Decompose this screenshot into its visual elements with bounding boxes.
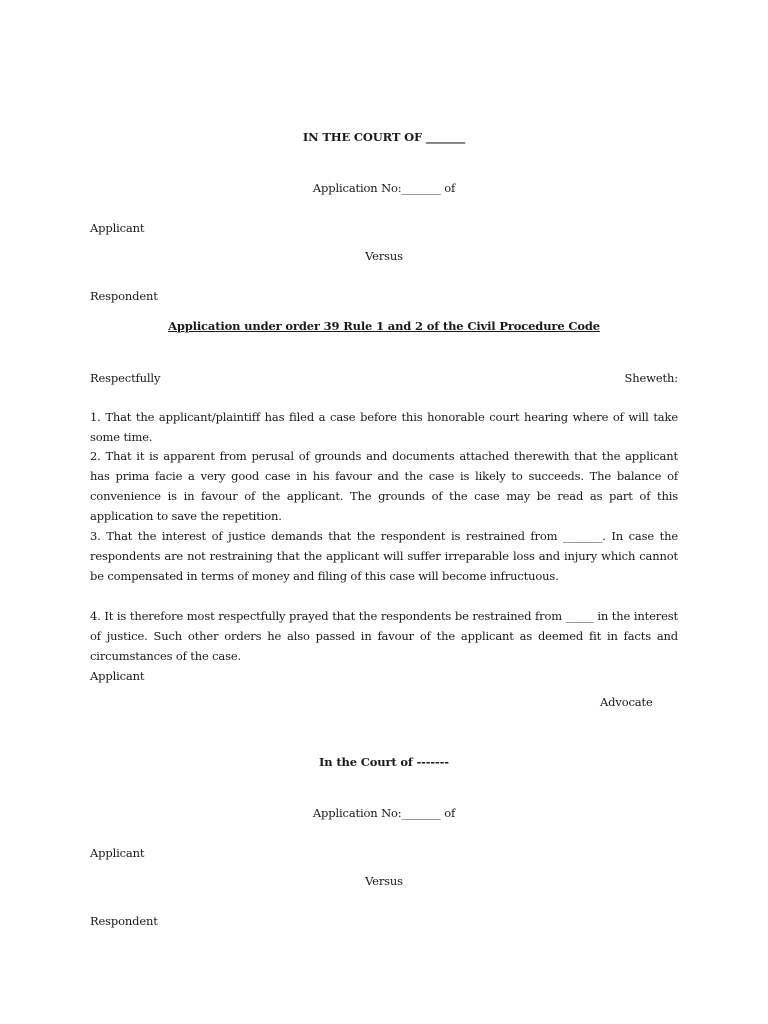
paragraph-4: 4. It is therefore most respectfully prayed that the respondents be restrained from _____ in the interest of justice. Such other orders he also passed in favour of the applicant as deemed fit in facts and circumstances of the case.: [90, 609, 678, 663]
paragraph-3: 3. That the interest of justice demands that the respondent is restrained from _______. In case the respondents are not restraining that the applicant will suffer irreparable loss and injury which cannot be compensated in terms of money and filing of this case will become infructuous.: [90, 529, 678, 583]
respectfully-label: Respectfully: [90, 371, 161, 385]
court-title: IN THE COURT OF _______: [302, 130, 466, 144]
sheweth-label: Sheweth:: [624, 371, 678, 385]
versus-label-second: Versus: [365, 874, 403, 888]
applicant-signature: Applicant: [90, 669, 145, 683]
respondent-label-second: Respondent: [90, 914, 158, 928]
application-number-second: Application No:_______ of: [312, 806, 456, 820]
paragraph-1: 1. That the applicant/plaintiff has filed a case before this honorable court hearing where of will take some time.: [90, 410, 678, 444]
respondent-label: Respondent: [90, 289, 158, 303]
applicant-label-second: Applicant: [90, 846, 145, 860]
application-number: Application No:_______ of: [312, 181, 456, 195]
versus-label: Versus: [365, 249, 403, 263]
application-subject: Application under order 39 Rule 1 and 2 of the Civil Procedure Code: [168, 319, 600, 333]
applicant-label: Applicant: [90, 221, 145, 235]
paragraph-2: 2. That it is apparent from perusal of grounds and documents attached therewith that the applicant has prima facie a very good case in his favour and the case is likely to succeeds. The balance of convenience is in favour of the applicant. The grounds of the case may be read as part of this application to save the repetition.: [90, 449, 678, 523]
advocate-label: Advocate: [600, 695, 653, 709]
court-title-second: In the Court of -------: [319, 755, 449, 769]
